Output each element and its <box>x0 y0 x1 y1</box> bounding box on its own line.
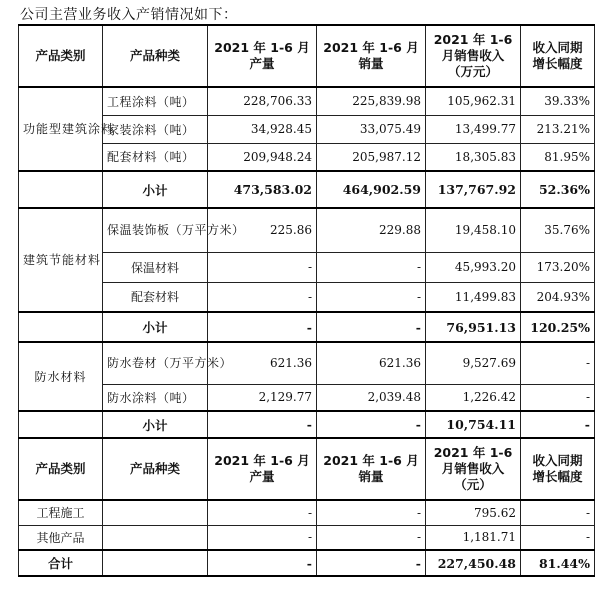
growth-cell: 81.95% <box>521 143 595 171</box>
header-production: 2021 年 1-6 月 产量 <box>208 25 317 87</box>
category-cell: 其他产品 <box>19 525 103 550</box>
sales-cell: 205,987.12 <box>317 143 426 171</box>
product-cell <box>103 500 208 525</box>
production-cell: 34,928.45 <box>208 115 317 143</box>
growth-cell: 173.20% <box>521 252 595 282</box>
header-sales: 2021 年 1-6 月 销量 <box>317 438 426 500</box>
production-cell: 621.36 <box>208 342 317 384</box>
growth-cell: 35.76% <box>521 208 595 252</box>
total-revenue: 227,450.48 <box>426 550 521 576</box>
category-cell: 建筑节能材料 <box>19 208 103 312</box>
sales-cell: 2,039.48 <box>317 384 426 411</box>
subtotal-blank-cell <box>19 312 103 342</box>
header-revenue: 2021 年 1-6 月销售收入 （万元） <box>426 25 521 87</box>
sales-cell: - <box>317 525 426 550</box>
product-cell: 保温装饰板（万平方米） <box>103 208 208 252</box>
table-row <box>19 525 595 550</box>
subtotal-label: 小计 <box>103 171 208 208</box>
subtotal-production: 473,583.02 <box>208 171 317 208</box>
category-cell: 功能型建筑涂料 <box>19 87 103 171</box>
table-row <box>19 252 595 282</box>
sales-cell: 225,839.98 <box>317 87 426 115</box>
header-revenue: 2021 年 1-6 月销售收入 （元） <box>426 438 521 500</box>
growth-cell: 204.93% <box>521 282 595 312</box>
product-cell: 家装涂料（吨） <box>103 115 208 143</box>
table-row <box>19 282 595 312</box>
header-category: 产品类别 <box>19 25 103 87</box>
revenue-cell: 9,527.69 <box>426 342 521 384</box>
production-cell: 209,948.24 <box>208 143 317 171</box>
product-cell: 保温材料 <box>103 252 208 282</box>
table-row <box>19 342 595 384</box>
subtotal-growth: - <box>521 411 595 438</box>
revenue-cell: 13,499.77 <box>426 115 521 143</box>
revenue-cell: 18,305.83 <box>426 143 521 171</box>
subtotal-revenue: 76,951.13 <box>426 312 521 342</box>
growth-cell: 213.21% <box>521 115 595 143</box>
subtotal-row <box>19 312 595 342</box>
production-cell: 225.86 <box>208 208 317 252</box>
growth-cell: - <box>521 525 595 550</box>
header-product: 产品种类 <box>103 438 208 500</box>
table-row <box>19 87 595 115</box>
revenue-cell: 795.62 <box>426 500 521 525</box>
table-row <box>19 143 595 171</box>
total-row <box>19 550 595 576</box>
subtotal-production: - <box>208 312 317 342</box>
sales-cell: - <box>317 282 426 312</box>
header-category: 产品类别 <box>19 438 103 500</box>
total-blank-cell <box>103 550 208 576</box>
revenue-cell: 1,226.42 <box>426 384 521 411</box>
table-header-row <box>19 438 595 500</box>
subtotal-sales: - <box>317 411 426 438</box>
total-label: 合计 <box>19 550 103 576</box>
production-cell: 2,129.77 <box>208 384 317 411</box>
subtotal-label: 小计 <box>103 411 208 438</box>
header-product: 产品种类 <box>103 25 208 87</box>
production-cell: - <box>208 282 317 312</box>
table-header-row <box>19 25 595 87</box>
category-cell: 防水材料 <box>19 342 103 411</box>
product-cell: 配套材料（吨） <box>103 143 208 171</box>
product-cell: 防水卷材（万平方米） <box>103 342 208 384</box>
header-sales: 2021 年 1-6 月 销量 <box>317 25 426 87</box>
subtotal-growth: 52.36% <box>521 171 595 208</box>
sales-cell: 229.88 <box>317 208 426 252</box>
sales-cell: 33,075.49 <box>317 115 426 143</box>
subtotal-production: - <box>208 411 317 438</box>
revenue-cell: 1,181.71 <box>426 525 521 550</box>
production-cell: - <box>208 525 317 550</box>
table-row <box>19 208 595 252</box>
production-cell: 228,706.33 <box>208 87 317 115</box>
revenue-cell: 105,962.31 <box>426 87 521 115</box>
growth-cell: 39.33% <box>521 87 595 115</box>
total-growth: 81.44% <box>521 550 595 576</box>
category-cell: 工程施工 <box>19 500 103 525</box>
growth-cell: - <box>521 500 595 525</box>
product-cell <box>103 525 208 550</box>
product-cell: 防水涂料（吨） <box>103 384 208 411</box>
total-production: - <box>208 550 317 576</box>
subtotal-sales: - <box>317 312 426 342</box>
subtotal-revenue: 137,767.92 <box>426 171 521 208</box>
subtotal-row <box>19 411 595 438</box>
sales-cell: - <box>317 252 426 282</box>
total-sales: - <box>317 550 426 576</box>
sales-cell: - <box>317 500 426 525</box>
table-row <box>19 500 595 525</box>
header-growth: 收入同期 增长幅度 <box>521 25 595 87</box>
growth-cell: - <box>521 384 595 411</box>
production-cell: - <box>208 252 317 282</box>
sales-table <box>18 24 595 577</box>
subtotal-label: 小计 <box>103 312 208 342</box>
revenue-cell: 19,458.10 <box>426 208 521 252</box>
header-production: 2021 年 1-6 月 产量 <box>208 438 317 500</box>
sales-cell: 621.36 <box>317 342 426 384</box>
subtotal-sales: 464,902.59 <box>317 171 426 208</box>
intro-text: 公司主营业务收入产销情况如下： <box>20 7 238 23</box>
product-cell: 配套材料 <box>103 282 208 312</box>
header-growth: 收入同期 增长幅度 <box>521 438 595 500</box>
revenue-cell: 45,993.20 <box>426 252 521 282</box>
subtotal-blank-cell <box>19 411 103 438</box>
table-row <box>19 384 595 411</box>
production-cell: - <box>208 500 317 525</box>
subtotal-revenue: 10,754.11 <box>426 411 521 438</box>
revenue-cell: 11,499.83 <box>426 282 521 312</box>
product-cell: 工程涂料（吨） <box>103 87 208 115</box>
subtotal-row <box>19 171 595 208</box>
subtotal-growth: 120.25% <box>521 312 595 342</box>
growth-cell: - <box>521 342 595 384</box>
subtotal-blank-cell <box>19 171 103 208</box>
